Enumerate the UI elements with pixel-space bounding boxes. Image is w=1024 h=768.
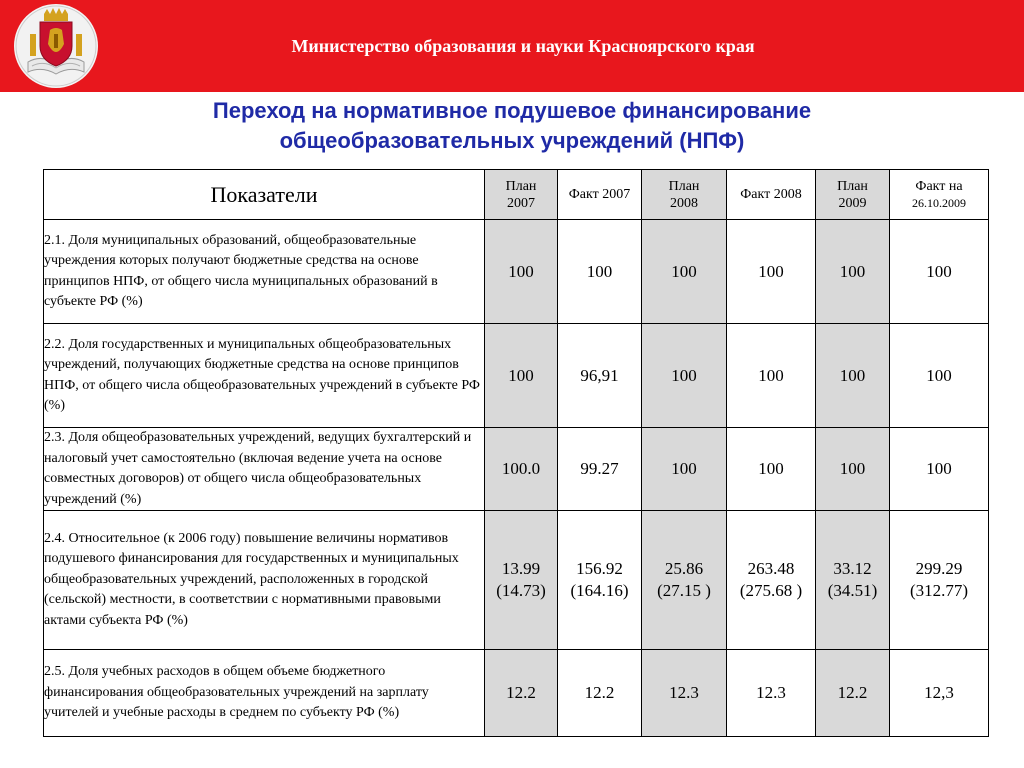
value-cell bbox=[642, 220, 727, 324]
title-line-2: общеобразовательных учреждений (НПФ) bbox=[279, 128, 745, 153]
value-main: 100 bbox=[839, 365, 866, 385]
value-cell bbox=[727, 220, 816, 324]
value-main: 100 bbox=[671, 459, 697, 478]
title-line-1: Переход на нормативное подушевое финансирование bbox=[212, 98, 812, 123]
value-main: 12,3 bbox=[924, 683, 954, 702]
column-header-line: 2009 bbox=[838, 195, 867, 211]
indicator-cell: 2.3. Доля общеобразовательных учреждений, ведущих бухгалтерский и налоговый учет самостоятельно (включая ведение учета на основе совместных договоров) от общего числа общеобразовательных учреждений (%) bbox=[44, 428, 485, 511]
value-main: 100 bbox=[758, 459, 784, 478]
value-cell bbox=[816, 428, 890, 511]
value-cell bbox=[642, 650, 727, 737]
value-main: 263.48 bbox=[747, 559, 795, 578]
column-header-plan-2009 bbox=[816, 170, 890, 220]
table-row bbox=[44, 220, 989, 324]
value-cell bbox=[558, 428, 642, 511]
indicators-table bbox=[43, 169, 989, 737]
header-bar bbox=[0, 0, 1024, 92]
column-header-plan-2007 bbox=[485, 170, 558, 220]
value-cell bbox=[816, 511, 890, 650]
value-cell bbox=[485, 650, 558, 737]
value-main: 12.3 bbox=[669, 683, 699, 702]
value-cell bbox=[485, 324, 558, 428]
value-secondary: (164.16) bbox=[570, 581, 629, 600]
value-main: 12.3 bbox=[756, 683, 786, 702]
value-cell bbox=[816, 220, 890, 324]
value-cell bbox=[890, 650, 989, 737]
table-header-row bbox=[44, 170, 989, 220]
table-row bbox=[44, 428, 989, 511]
value-main: 299.29 bbox=[915, 559, 963, 578]
value-cell bbox=[558, 324, 642, 428]
value-cell bbox=[890, 220, 989, 324]
indicator-cell: 2.2. Доля государственных и муниципальных общеобразовательных учреждений, получающих бюджетные средства на основе принципов НПФ, от общего числа общеобразовательных учреждений в субъекте РФ (%) bbox=[44, 324, 485, 428]
value-main: 100 bbox=[839, 261, 866, 281]
value-cell bbox=[727, 650, 816, 737]
column-header-line: План bbox=[668, 178, 700, 194]
column-header-line: Факт 2007 bbox=[568, 187, 631, 202]
column-header-line: 26.10.2009 bbox=[912, 195, 966, 210]
column-header-fact-2007 bbox=[558, 170, 642, 220]
value-cell bbox=[890, 428, 989, 511]
value-secondary: (275.68 ) bbox=[739, 581, 803, 600]
page-title bbox=[0, 96, 1024, 156]
indicator-cell: 2.4. Относительное (к 2006 году) повышение величины нормативов подушевого финансирования для государственных и муниципальных общеобразовательных учреждений, расположенных в городской (сельской) местности, в соответствии с нормативными правовыми актами субъекта РФ (%) bbox=[44, 511, 485, 650]
value-main: 100 bbox=[926, 261, 952, 281]
value-main: 100 bbox=[671, 261, 697, 281]
value-main: 100.0 bbox=[501, 459, 541, 478]
value-cell bbox=[558, 511, 642, 650]
value-main: 25.86 bbox=[664, 559, 704, 578]
indicator-header: Показатели bbox=[44, 170, 485, 220]
value-cell bbox=[727, 324, 816, 428]
value-cell bbox=[642, 324, 727, 428]
column-header-line: План bbox=[837, 178, 868, 194]
value-cell bbox=[558, 220, 642, 324]
value-main: 100 bbox=[758, 365, 784, 385]
value-cell bbox=[890, 324, 989, 428]
column-header-fact-2008 bbox=[727, 170, 816, 220]
value-cell bbox=[727, 511, 816, 650]
column-header-line: Факт на bbox=[915, 178, 963, 194]
value-main: 12.2 bbox=[837, 683, 868, 702]
column-header-fact-2009 bbox=[890, 170, 989, 220]
value-main: 100 bbox=[586, 261, 613, 281]
column-header-line: 2007 bbox=[507, 195, 535, 211]
value-main: 33.12 bbox=[833, 559, 872, 578]
table-row bbox=[44, 511, 989, 650]
value-main: 100 bbox=[508, 261, 534, 281]
column-header-line: 2008 bbox=[670, 195, 698, 211]
value-main: 99.27 bbox=[580, 459, 619, 478]
table-row bbox=[44, 650, 989, 737]
value-main: 156.92 bbox=[576, 559, 623, 578]
value-main: 100 bbox=[926, 459, 952, 478]
value-secondary: (27.15 ) bbox=[657, 581, 711, 600]
column-header-line: План bbox=[505, 178, 537, 194]
value-main: 12.2 bbox=[506, 683, 536, 702]
value-cell bbox=[485, 220, 558, 324]
value-main: 100 bbox=[758, 261, 784, 281]
value-cell bbox=[485, 511, 558, 650]
ministry-name: Министерство образования и науки Красноярского края bbox=[291, 36, 755, 56]
value-main: 100 bbox=[508, 365, 534, 385]
value-cell bbox=[890, 511, 989, 650]
value-main: 13.99 bbox=[501, 559, 541, 578]
value-cell bbox=[816, 650, 890, 737]
indicator-cell: 2.1. Доля муниципальных образований, общеобразовательные учреждения которых получают бюджетные средства на основе принципов НПФ, от общего числа муниципальных образований в субъекте РФ (%) bbox=[44, 220, 485, 324]
value-main: 12.2 bbox=[584, 683, 615, 702]
value-secondary: (14.73) bbox=[496, 581, 546, 600]
value-secondary: (312.77) bbox=[909, 581, 969, 600]
indicator-cell: 2.5. Доля учебных расходов в общем объеме бюджетного финансирования общеобразовательных учреждений на зарплату учителей и учебные расходы в среднем по субъекту РФ (%) bbox=[44, 650, 485, 737]
column-header-line: Факт 2008 bbox=[740, 187, 802, 202]
value-cell bbox=[558, 650, 642, 737]
value-cell bbox=[642, 511, 727, 650]
value-secondary: (34.51) bbox=[827, 581, 878, 600]
value-cell bbox=[816, 324, 890, 428]
value-main: 96,91 bbox=[580, 365, 619, 385]
value-cell bbox=[727, 428, 816, 511]
value-cell bbox=[642, 428, 727, 511]
value-cell bbox=[485, 428, 558, 511]
value-main: 100 bbox=[926, 365, 952, 385]
table-row bbox=[44, 324, 989, 428]
value-main: 100 bbox=[839, 459, 866, 478]
column-header-plan-2008 bbox=[642, 170, 727, 220]
value-main: 100 bbox=[671, 365, 697, 385]
